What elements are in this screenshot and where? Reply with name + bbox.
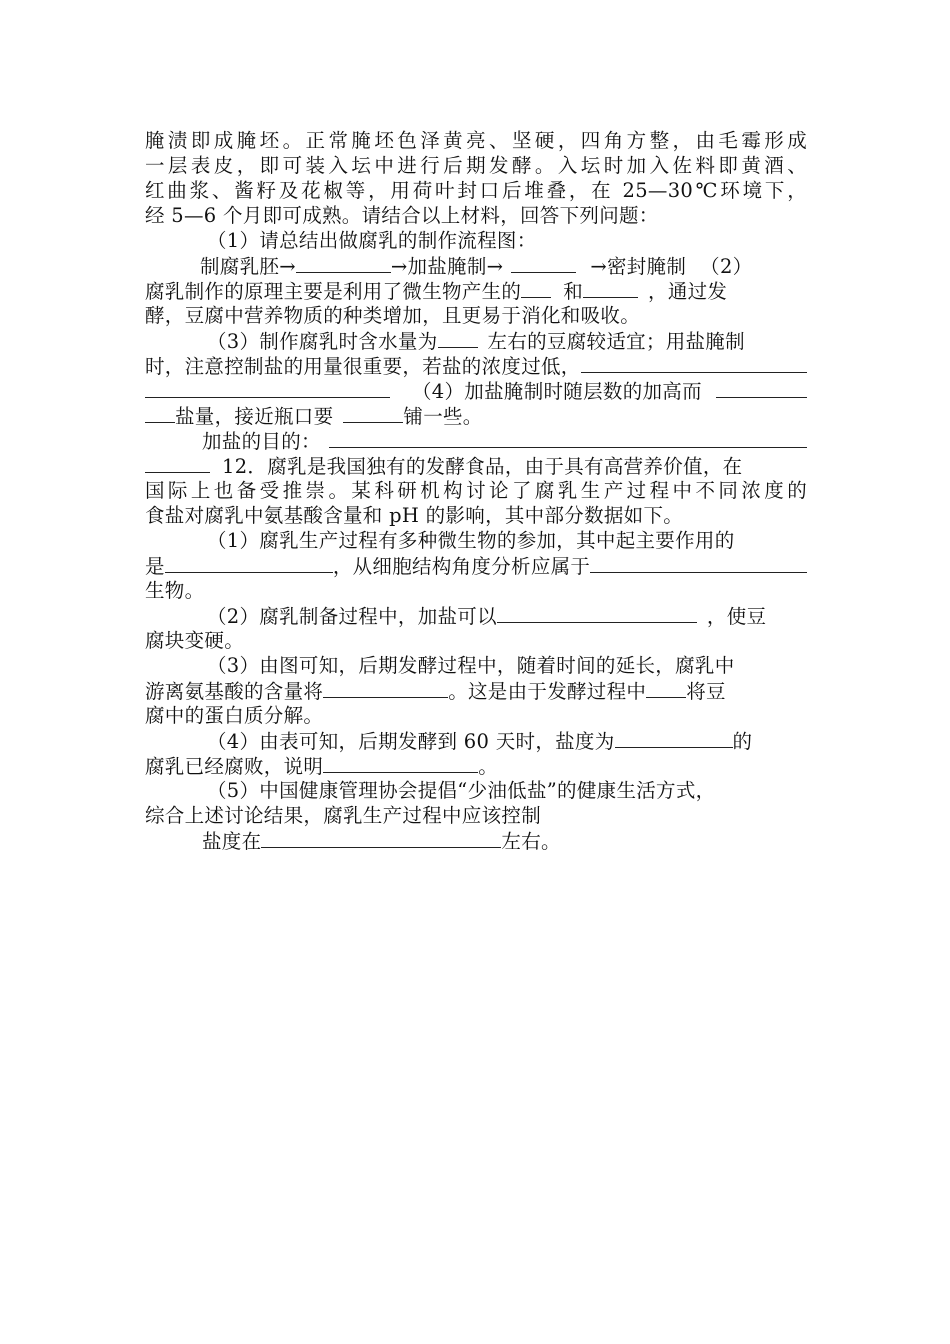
q4-blank-1-cont[interactable] (145, 403, 175, 423)
intro-line-1: 腌渍即成腌坯。正常腌坯色泽黄亮、坚硬，四角方整，由毛霉形成 (145, 129, 807, 152)
q12-s1-text-c: ，从细胞结构角度分析应属于 (332, 555, 591, 578)
q3-text-c: 时，注意控制盐的用量很重要，若盐的浓度过低， (145, 355, 581, 378)
q3-line-1 (145, 328, 807, 353)
q12-s4-text-a: （4）由表可知，后期发酵到 60 天时，盐度为 (207, 730, 615, 753)
q12-s5-text-d: 左右。 (501, 830, 561, 853)
q12-s2-text-b: ，使豆 (706, 605, 767, 628)
q3-blank-2[interactable] (581, 353, 807, 373)
q12-s4-line-2 (145, 753, 807, 778)
q12-s3-text-d: 将豆 (686, 680, 726, 703)
q2-line-1 (145, 278, 807, 303)
q12-intro-2: 国际上也备受推崇。某科研机构讨论了腐乳生产过程中不同浓度的 (145, 479, 807, 502)
flow-blank-1[interactable] (296, 253, 391, 273)
q12-s2-line-1 (145, 603, 807, 628)
q12-s3-blank-1[interactable] (323, 678, 448, 698)
q4-text-a: （4）加盐腌制时随层数的加高而 (412, 380, 702, 403)
q2-text-a: 腐乳制作的原理主要是利用了微生物产生的 (145, 280, 522, 303)
q12-s1-blank-1[interactable] (165, 553, 333, 573)
q2-blank-1[interactable] (521, 278, 551, 298)
q12-s5-line-3 (145, 828, 807, 853)
q4-blank-1[interactable] (716, 378, 807, 398)
q12-s4-text-c: 腐乳已经腐败，说明 (145, 755, 324, 778)
intro-line-2: 一层表皮，即可装入坛中进行后期发酵。入坛时加入佐料即黄酒、 (145, 154, 807, 177)
salt-purpose-blank[interactable] (329, 428, 807, 448)
q12-s2-line-2: 腐块变硬。 (145, 629, 245, 652)
q1-flow-line (145, 253, 807, 278)
flow-step-2: →加盐腌制→ (390, 255, 504, 278)
q12-intro-3: 食盐对腐乳中氨基酸含量和 pH 的影响，其中部分数据如下。 (145, 504, 684, 527)
q2-text-b: 和 (563, 280, 584, 303)
q12-s4-blank-2[interactable] (323, 753, 478, 773)
q12-line-1 (145, 453, 807, 478)
flow-step-3: →密封腌制 (590, 255, 687, 278)
q12-intro-1: 12．腐乳是我国独有的发酵食品，由于具有高营养价值，在 (222, 455, 743, 478)
q12-s1-blank-2[interactable] (590, 553, 807, 573)
q12-s4-text-d: 。 (478, 755, 499, 778)
salt-purpose-label: 加盐的目的： (202, 430, 321, 453)
q12-s4-blank-1[interactable] (615, 728, 733, 748)
q2-blank-2[interactable] (583, 278, 638, 298)
q3-text-a: （3）制作腐乳时含水量为 (207, 330, 438, 353)
q12-s3-line-1: （3）由图可知，后期发酵过程中，随着时间的延长，腐乳中 (207, 654, 735, 677)
q3-blank-1[interactable] (438, 328, 478, 348)
q12-s5-blank[interactable] (261, 828, 501, 848)
q12-s3-text-b: 游离氨基酸的含量将 (145, 680, 324, 703)
q12-s3-text-c: 。这是由于发酵过程中 (448, 680, 647, 703)
document-body (145, 128, 807, 853)
q2-text-c: ，通过发 (648, 280, 728, 303)
intro-line-3: 红曲浆、酱籽及花椒等，用荷叶封口后堆叠，在 25—30℃环境下， (145, 179, 807, 202)
q2-line-2: 酵，豆腐中营养物质的种类增加，且更易于消化和吸收。 (145, 304, 641, 327)
flow-step-1: 制腐乳胚→ (200, 255, 296, 278)
q12-s4-text-b: 的 (732, 730, 753, 753)
q12-s1-text-b: 是 (145, 555, 165, 578)
q12-s4-line-1 (145, 728, 807, 753)
q12-s3-line-2 (145, 678, 807, 703)
salt-purpose-line (145, 428, 807, 453)
flow-blank-2[interactable] (511, 253, 576, 273)
q4-line-2 (145, 403, 807, 428)
q3-line-2 (145, 353, 807, 378)
q12-s2-blank[interactable] (497, 603, 697, 623)
intro-line-4: 经 5—6 个月即可成熟。请结合以上材料，回答下列问题： (145, 204, 659, 227)
q3-line-3 (145, 378, 807, 403)
q12-s1-line-1: （1）腐乳生产过程有多种微生物的参加，其中起主要作用的 (207, 529, 735, 552)
q4-text-c: 铺一些。 (403, 405, 483, 428)
q12-s2-text-a: （2）腐乳制备过程中，加盐可以 (207, 605, 497, 628)
q1-prompt: （1）请总结出做腐乳的制作流程图： (207, 229, 537, 252)
q4-blank-2[interactable] (343, 403, 403, 423)
q4-text-b: 盐量，接近瓶口要 (175, 405, 334, 428)
q12-s1-line-3: 生物。 (145, 579, 205, 602)
q12-s3-blank-2[interactable] (646, 678, 686, 698)
q12-s1-line-2 (145, 553, 807, 578)
q3-blank-2-cont[interactable] (145, 378, 390, 398)
q12-s5-text-c: 盐度在 (202, 830, 262, 853)
q2-number: （2） (700, 255, 753, 278)
q12-s3-line-3: 腐中的蛋白质分解。 (145, 704, 324, 727)
q12-s5-line-2: 综合上述讨论结果，腐乳生产过程中应该控制 (145, 804, 542, 827)
salt-purpose-blank-cont[interactable] (145, 453, 210, 473)
q3-text-b: 左右的豆腐较适宜；用盐腌制 (487, 330, 745, 353)
q12-s5-line-1: （5）中国健康管理协会提倡“少油低盐”的健康生活方式， (207, 779, 716, 802)
